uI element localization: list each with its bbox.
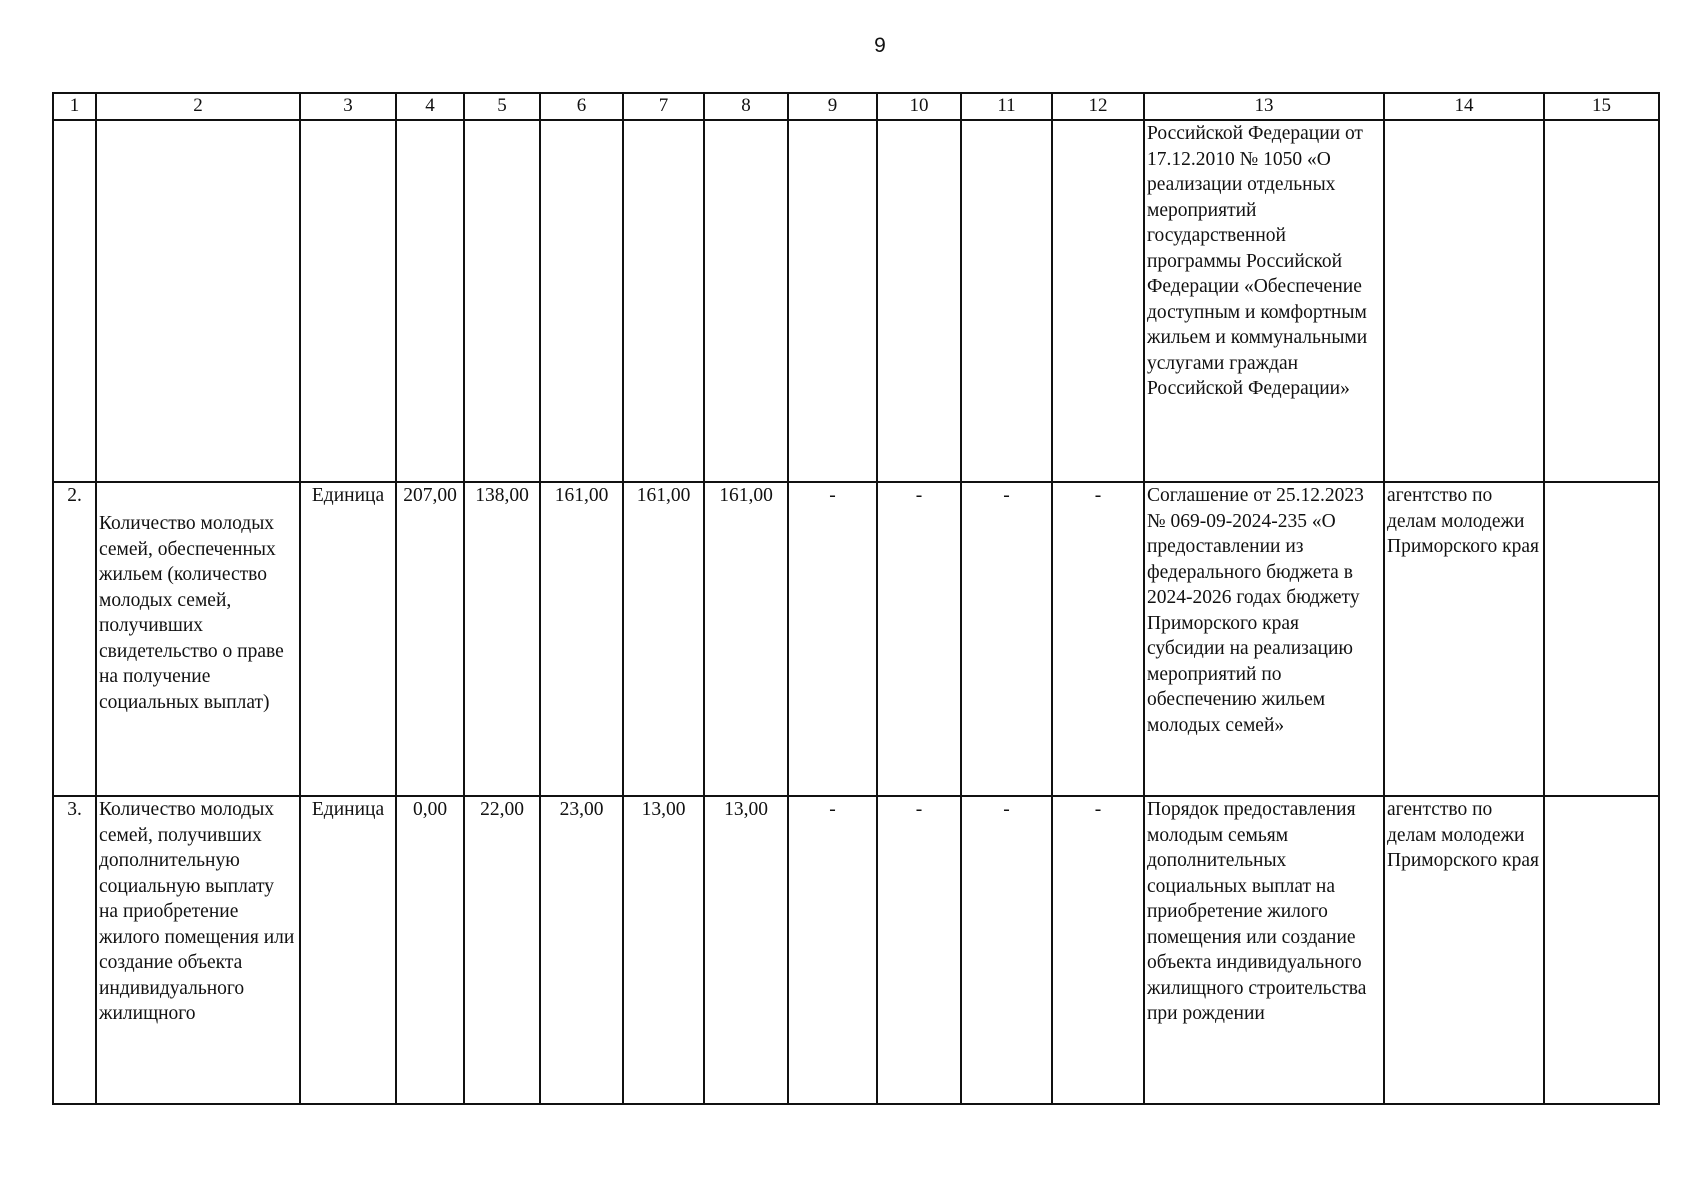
value-cell-8: 161,00 <box>704 482 788 796</box>
value-cell-11: - <box>961 796 1052 1104</box>
empty-cell <box>877 120 961 482</box>
column-header: 2 <box>96 93 300 120</box>
column-header: 1 <box>53 93 96 120</box>
value-cell-8: 13,00 <box>704 796 788 1104</box>
column-header: 10 <box>877 93 961 120</box>
row-number-cell: 2. <box>53 482 96 796</box>
empty-cell <box>1384 120 1544 482</box>
empty-cell <box>788 120 877 482</box>
column-header: 12 <box>1052 93 1144 120</box>
empty-cell <box>396 120 464 482</box>
value-cell-10: - <box>877 482 961 796</box>
responsible-cell: агентство по делам молодежи Приморского края <box>1384 482 1544 796</box>
value-cell-5: 138,00 <box>464 482 540 796</box>
value-cell-7: 13,00 <box>623 796 704 1104</box>
basis-document-cell: Порядок предоставления молодым семьям дополнительных социальных выплат на приобретение жилого помещения или создание объекта индивидуального жилищного строительства при рождении <box>1144 796 1384 1104</box>
table-row-continuation <box>53 120 1659 482</box>
row-number-cell: 3. <box>53 796 96 1104</box>
empty-cell <box>464 120 540 482</box>
column-header: 14 <box>1384 93 1544 120</box>
basis-document-cell: Российской Федерации от 17.12.2010 № 1050 «О реализации отдельных мероприятий государственной программы Российской Федерации «Обеспечение доступным и комфортным жильем и коммунальными услугами граждан Российской Федерации» <box>1144 120 1384 482</box>
indicator-name-cell: Количество молодых семей, получивших дополнительную социальную выплату на приобретение жилого помещения или создание объекта индивидуального жилищного <box>96 796 300 1104</box>
empty-cell <box>704 120 788 482</box>
value-cell-6: 23,00 <box>540 796 623 1104</box>
value-cell-9: - <box>788 482 877 796</box>
basis-document-cell: Соглашение от 25.12.2023 № 069-09-2024-235 «О предоставлении из федерального бюджета в 2024-2026 годах бюджету Приморского края субсидии на реализацию мероприятий по обеспечению жильем молодых семей» <box>1144 482 1384 796</box>
column-header: 3 <box>300 93 396 120</box>
column-header: 7 <box>623 93 704 120</box>
empty-cell <box>1544 796 1659 1104</box>
empty-cell <box>96 120 300 482</box>
value-cell-11: - <box>961 482 1052 796</box>
value-cell-7: 161,00 <box>623 482 704 796</box>
column-header: 5 <box>464 93 540 120</box>
empty-cell <box>1544 482 1659 796</box>
table-row <box>53 796 1659 1104</box>
value-cell-10: - <box>877 796 961 1104</box>
column-number-row <box>53 93 1659 120</box>
value-cell-6: 161,00 <box>540 482 623 796</box>
value-cell-4: 207,00 <box>396 482 464 796</box>
page-number: 9 <box>874 34 886 57</box>
value-cell-12: - <box>1052 482 1144 796</box>
empty-cell <box>1544 120 1659 482</box>
indicator-name-cell <box>96 482 300 796</box>
empty-cell <box>623 120 704 482</box>
column-header: 4 <box>396 93 464 120</box>
empty-cell <box>540 120 623 482</box>
responsible-cell: агентство по делам молодежи Приморского края <box>1384 796 1544 1104</box>
table-row <box>53 482 1659 796</box>
empty-cell <box>53 120 96 482</box>
empty-cell <box>300 120 396 482</box>
empty-cell <box>1052 120 1144 482</box>
empty-cell <box>961 120 1052 482</box>
column-header: 15 <box>1544 93 1659 120</box>
indicators-table <box>52 92 1660 1105</box>
column-header: 8 <box>704 93 788 120</box>
column-header: 9 <box>788 93 877 120</box>
column-header: 11 <box>961 93 1052 120</box>
column-header: 13 <box>1144 93 1384 120</box>
unit-cell: Единица <box>300 796 396 1104</box>
indicator-name-text: Количество молодых семей, обеспеченных жильем (количество молодых семей, получивших свидетельство о праве на получение социальных выплат) <box>99 513 284 713</box>
value-cell-4: 0,00 <box>396 796 464 1104</box>
value-cell-12: - <box>1052 796 1144 1104</box>
unit-cell: Единица <box>300 482 396 796</box>
column-header: 6 <box>540 93 623 120</box>
value-cell-5: 22,00 <box>464 796 540 1104</box>
value-cell-9: - <box>788 796 877 1104</box>
